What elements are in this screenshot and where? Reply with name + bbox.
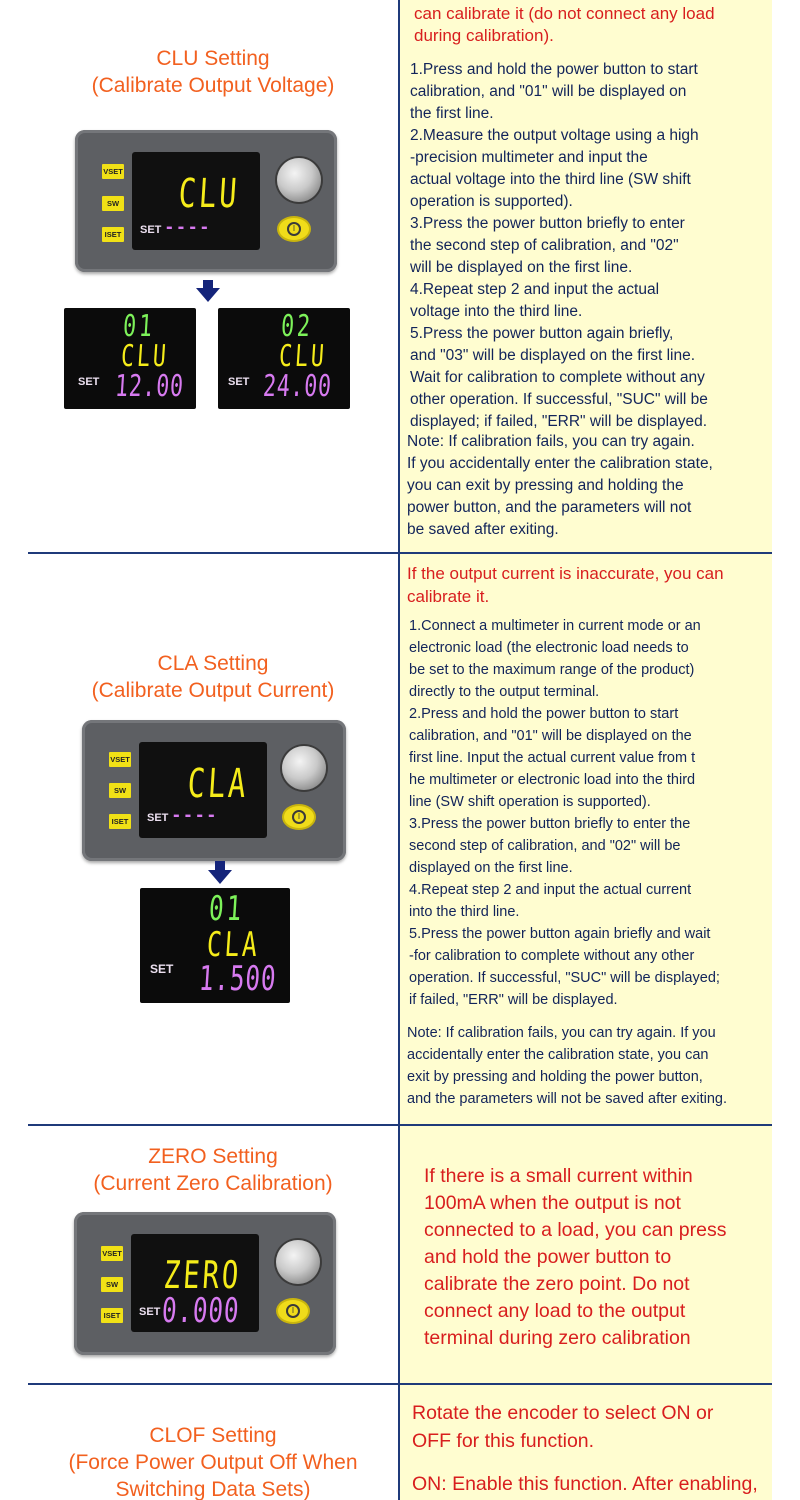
zero-set-readout: 0.000 (160, 1291, 241, 1331)
zero-body-line: connected to a load, you can press (424, 1219, 727, 1241)
iset-key: ISET (109, 814, 131, 829)
sw-key: SW (101, 1277, 123, 1292)
clu-heading (28, 45, 398, 99)
set-label: SET (150, 962, 174, 976)
value-readout: 1.500 (197, 959, 278, 999)
clof-subtitle: (Force Power Output Off When (68, 1451, 358, 1474)
value-readout: 24.00 (261, 369, 333, 404)
cla-note-line: Note: If calibration fails, you can try again. If you (407, 1025, 716, 1041)
set-label: SET (147, 812, 169, 824)
zero-body-line: calibrate the zero point. Do not (424, 1273, 690, 1295)
clu-step-line: displayed; if failed, "ERR" will be displayed. (410, 413, 708, 430)
clu-step-line: voltage into the third line. (410, 303, 583, 320)
cla-step-line: electronic load (the electronic load needs to (409, 640, 689, 656)
down-arrow-icon (208, 870, 232, 884)
clu-illustration-column (28, 0, 398, 552)
cla-step-line: be set to the maximum range of the product) (409, 662, 695, 678)
clof-subtitle-cont: Switching Data Sets) (115, 1478, 311, 1500)
clu-note-line: be saved after exiting. (407, 521, 559, 538)
step-number: 01 (121, 309, 156, 344)
cla-step-line: line (SW shift operation is supported). (409, 794, 651, 810)
clu-main-readout: CLU (177, 171, 241, 217)
power-button-icon: I (279, 218, 309, 240)
cla-main-readout: CLA (186, 761, 250, 807)
cla-illustration-column (28, 554, 398, 1124)
vset-key: VSET (101, 1246, 123, 1261)
zero-heading (28, 1143, 398, 1197)
clof-instructions-column (398, 1385, 772, 1500)
cla-intro-line: If the output current is inaccurate, you can (407, 564, 724, 583)
clu-step2-panel (218, 308, 350, 409)
cla-subtitle: (Calibrate Output Current) (91, 679, 335, 702)
clu-step-line: and "03" will be displayed on the first line. (410, 347, 696, 364)
cla-step-line: 5.Press the power button again briefly and wait (409, 926, 711, 942)
cla-step-line: 4.Repeat step 2 and input the actual current (409, 882, 692, 898)
clof-body-on: ON: Enable this function. After enabling, (412, 1473, 758, 1495)
clu-section (28, 0, 772, 554)
step-number: 01 (207, 889, 246, 929)
set-label: SET (228, 376, 250, 388)
cla-step-line: calibration, and "01" will be displayed on the (409, 728, 692, 744)
clu-step-line: other operation. If successful, "SUC" will be (410, 391, 708, 408)
encoder-knob-icon (282, 746, 326, 790)
clu-note-line: Note: If calibration fails, you can try again. (407, 433, 695, 450)
clof-illustration-column (28, 1385, 398, 1500)
cla-steps (409, 615, 720, 1011)
cla-step1-panel (140, 888, 290, 1003)
clof-body-line: Rotate the encoder to select ON or (412, 1402, 714, 1424)
clu-step-line: -precision multimeter and input the (410, 149, 648, 166)
zero-subtitle: (Current Zero Calibration) (93, 1172, 333, 1195)
clu-device-screen (132, 152, 260, 250)
clu-step-line: 1.Press and hold the power button to start (410, 61, 698, 78)
iset-key: ISET (102, 227, 124, 242)
clu-step-line: will be displayed on the first line. (410, 259, 633, 276)
cla-note (407, 1022, 727, 1110)
zero-title: ZERO Setting (148, 1145, 278, 1168)
zero-body-line: 100mA when the output is not (424, 1192, 681, 1214)
clof-heading (28, 1422, 398, 1500)
clof-body-line: OFF for this function. (412, 1430, 595, 1452)
cla-step-line: second step of calibration, and "02" will be (409, 838, 681, 854)
sw-key: SW (109, 783, 131, 798)
cla-device-screen (139, 742, 267, 838)
clof-title: CLOF Setting (149, 1424, 277, 1447)
zero-body-line: If there is a small current within (424, 1165, 693, 1187)
zero-device (74, 1212, 336, 1355)
zero-instructions-column (398, 1126, 772, 1383)
clu-device (75, 130, 337, 272)
clu-step-line: 4.Repeat step 2 and input the actual (410, 281, 660, 298)
sw-key: SW (102, 196, 124, 211)
clu-intro-line: during calibration). (414, 26, 554, 45)
encoder-knob-icon (277, 158, 321, 202)
cla-title: CLA Setting (157, 652, 269, 675)
zero-body-line: connect any load to the output (424, 1300, 686, 1322)
mode-readout: CLU (119, 339, 170, 374)
zero-body (424, 1163, 726, 1352)
clu-intro-line: can calibrate it (do not connect any load (414, 4, 715, 23)
set-label: SET (139, 1306, 161, 1318)
cla-intro (407, 562, 724, 608)
encoder-knob-icon (276, 1240, 320, 1284)
value-readout: 12.00 (113, 369, 185, 404)
cla-note-line: accidentally enter the calibration state, you can (407, 1047, 709, 1063)
zero-body-line: terminal during zero calibration (424, 1327, 691, 1349)
cla-step-line: if failed, "ERR" will be displayed. (409, 992, 618, 1008)
zero-main-readout: ZERO (162, 1253, 243, 1297)
cla-note-line: and the parameters will not be saved after exiting. (407, 1091, 727, 1107)
clu-note-line: you can exit by pressing and holding the (407, 477, 684, 494)
cla-step-line: into the third line. (409, 904, 520, 920)
zero-device-screen (131, 1234, 259, 1332)
cla-step-line: 1.Connect a multimeter in current mode or an (409, 618, 701, 634)
clu-step-line: actual voltage into the third line (SW shift (410, 171, 691, 188)
clu-step-line: Wait for calibration to complete without any (410, 369, 705, 386)
zero-section (28, 1126, 772, 1385)
clu-note-line: power button, and the parameters will not (407, 499, 692, 516)
cla-set-readout: ---- (173, 804, 220, 826)
zero-illustration-column (28, 1126, 398, 1383)
mode-readout: CLU (277, 339, 328, 374)
mode-readout: CLA (205, 925, 262, 965)
vset-key: VSET (102, 164, 124, 179)
step-number: 02 (279, 309, 314, 344)
cla-step-line: first line. Input the actual current value from t (409, 750, 696, 766)
clu-step-line: 3.Press the power button briefly to enter (410, 215, 685, 232)
cla-device (82, 720, 346, 861)
cla-step-line: -for calibration to complete without any other (409, 948, 695, 964)
clu-instructions-column (398, 0, 772, 552)
clu-note (407, 431, 713, 541)
set-label: SET (140, 224, 162, 236)
iset-key: ISET (101, 1308, 123, 1323)
set-label: SET (78, 376, 100, 388)
cla-step-line: 2.Press and hold the power button to start (409, 706, 679, 722)
cla-intro-line: calibrate it. (407, 587, 490, 606)
clu-step1-panel (64, 308, 196, 409)
power-button-icon: I (284, 806, 314, 828)
clu-set-readout: ---- (166, 216, 213, 238)
down-arrow-stem (203, 280, 213, 290)
vset-key: VSET (109, 752, 131, 767)
clu-step-line: the second step of calibration, and "02" (410, 237, 679, 254)
clof-body (412, 1399, 713, 1455)
cla-step-line: directly to the output terminal. (409, 684, 600, 700)
clof-section (28, 1385, 772, 1500)
clu-steps (410, 59, 708, 433)
cla-step-line: 3.Press the power button briefly to enter the (409, 816, 691, 832)
clu-title: CLU Setting (156, 47, 270, 70)
cla-section (28, 554, 772, 1126)
clu-note-line: If you accidentally enter the calibration state, (407, 455, 713, 472)
down-arrow-icon (196, 288, 220, 302)
clu-subtitle: (Calibrate Output Voltage) (91, 74, 335, 97)
clu-step-line: the first line. (410, 105, 494, 122)
cla-heading (28, 650, 398, 704)
clu-step-line: calibration, and "01" will be displayed on (410, 83, 687, 100)
clu-step-line: 5.Press the power button again briefly, (410, 325, 674, 342)
zero-body-line: and hold the power button to (424, 1246, 672, 1268)
clu-intro (414, 3, 715, 47)
cla-note-line: exit by pressing and holding the power button, (407, 1069, 703, 1085)
clu-step-line: 2.Measure the output voltage using a high (410, 127, 699, 144)
cla-step-line: displayed on the first line. (409, 860, 573, 876)
cla-instructions-column (398, 554, 772, 1124)
clu-step-line: operation is supported). (410, 193, 573, 210)
cla-step-line: operation. If successful, "SUC" will be displayed; (409, 970, 720, 986)
cla-step-line: he multimeter or electronic load into the third (409, 772, 696, 788)
power-button-icon: I (278, 1300, 308, 1322)
